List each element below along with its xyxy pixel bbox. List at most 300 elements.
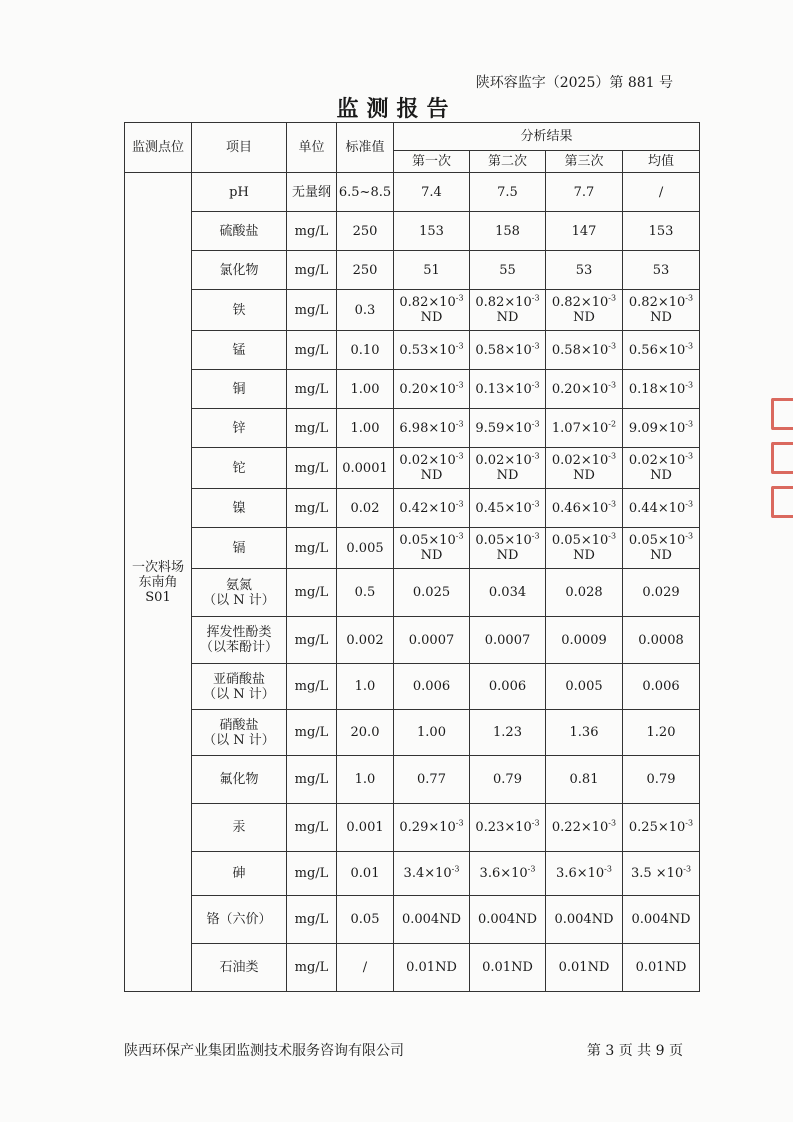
value-mantissa: 0.20×10: [399, 381, 456, 397]
value-exponent: -3: [685, 451, 694, 461]
value-mantissa: 9.09×10: [628, 420, 686, 436]
average-cell: [623, 569, 700, 617]
value-exponent: -3: [685, 499, 694, 509]
unit-cell: mg/L: [287, 944, 337, 992]
value-line: [623, 772, 699, 787]
site-line: 东南角: [138, 574, 178, 590]
value-exponent: -3: [455, 341, 464, 351]
value-line: [394, 725, 469, 740]
value-mantissa: 0.45×10: [475, 500, 532, 516]
header-unit: 单位: [287, 123, 337, 173]
average-cell: [623, 251, 700, 290]
second-result-cell: [470, 331, 546, 370]
value-mantissa: 0.004ND: [631, 912, 691, 927]
item-cell: [192, 617, 287, 664]
average-cell: [623, 290, 700, 331]
average-cell: [623, 896, 700, 944]
first-result-cell: [394, 569, 470, 617]
value-mantissa: 0.01ND: [558, 960, 610, 975]
first-result-cell: [394, 710, 470, 756]
value-line: [394, 960, 469, 975]
value-exponent: -3: [455, 531, 464, 541]
value-mantissa: 0.79: [493, 772, 522, 787]
item-line: 锰: [232, 342, 246, 358]
value-mantissa: 53: [575, 262, 593, 278]
value-line: [470, 453, 545, 468]
standard-cell: 0.02: [337, 489, 394, 528]
third-result-cell: [546, 489, 623, 528]
item-line: 铜: [232, 381, 246, 397]
item-cell: [192, 664, 287, 710]
value-line: [470, 185, 545, 200]
table-row: [125, 804, 700, 852]
standard-cell: /: [337, 944, 394, 992]
item-cell: [192, 331, 287, 370]
item-line: （以苯酚计）: [199, 640, 278, 655]
standard-cell: 250: [337, 212, 394, 251]
value-mantissa: 0.29×10: [399, 820, 456, 835]
value-line: [546, 453, 622, 468]
value-nd-flag: ND: [420, 548, 443, 563]
first-result-cell: [394, 409, 470, 448]
value-exponent: -3: [455, 293, 464, 303]
value-mantissa: 0.029: [642, 585, 680, 600]
first-result-cell: [394, 852, 470, 896]
value-mantissa: 0.004ND: [477, 912, 537, 927]
value-mantissa: 0.25×10: [628, 820, 686, 835]
standard-cell: 6.5~8.5: [337, 173, 394, 212]
value-exponent: -3: [608, 293, 617, 303]
standard-cell: 0.001: [337, 804, 394, 852]
value-mantissa: 0.79: [646, 772, 676, 787]
table-row: [125, 852, 700, 896]
third-result-cell: [546, 331, 623, 370]
unit-cell: mg/L: [287, 664, 337, 710]
unit-cell: mg/L: [287, 569, 337, 617]
value-mantissa: 1.36: [569, 725, 599, 740]
value-line: [470, 772, 545, 787]
value-exponent: -2: [608, 419, 617, 429]
table-row: [125, 756, 700, 804]
table-row: [125, 331, 700, 370]
value-mantissa: 0.05×10: [399, 533, 456, 548]
value-line: [470, 295, 545, 310]
value-mantissa: 0.006: [488, 679, 527, 694]
unit-cell: mg/L: [287, 617, 337, 664]
value-exponent: -3: [604, 864, 612, 874]
item-line: 砷: [232, 866, 246, 881]
unit-cell: mg/L: [287, 331, 337, 370]
average-cell: [623, 370, 700, 409]
document-number: 陕环容监字（2025）第 881 号: [475, 75, 673, 91]
table-row: [125, 617, 700, 664]
table-row: [125, 290, 700, 331]
value-mantissa: 0.18×10: [628, 381, 686, 397]
value-exponent: -3: [455, 380, 464, 390]
red-seal-stamp: [767, 388, 793, 528]
value-line: [546, 224, 622, 239]
value-nd-flag: ND: [420, 310, 443, 325]
value-mantissa: 6.98×10: [399, 420, 456, 436]
value-line: [470, 343, 545, 358]
value-line: [394, 263, 469, 278]
average-cell: [623, 664, 700, 710]
second-result-cell: [470, 489, 546, 528]
table-row: [125, 173, 700, 212]
table-row: [125, 710, 700, 756]
third-result-cell: [546, 448, 623, 489]
value-nd-flag: ND: [573, 310, 595, 325]
value-line: [623, 343, 699, 358]
table-row: [125, 569, 700, 617]
value-line: [623, 263, 699, 278]
value-line: [470, 501, 545, 516]
unit-cell: mg/L: [287, 852, 337, 896]
value-mantissa: 147: [571, 223, 597, 239]
unit-cell: mg/L: [287, 251, 337, 290]
third-result-cell: [546, 251, 623, 290]
value-mantissa: 0.006: [412, 679, 451, 694]
value-line: [394, 501, 469, 516]
second-result-cell: [470, 804, 546, 852]
footer-page-number: 第 3 页 共 9 页: [586, 1043, 683, 1059]
value-line: [470, 820, 545, 835]
value-mantissa: 0.0009: [561, 632, 607, 648]
third-result-cell: [546, 290, 623, 331]
item-line: 铬（六价）: [206, 912, 272, 927]
item-cell: [192, 852, 287, 896]
item-line: pH: [229, 184, 249, 200]
first-result-cell: [394, 617, 470, 664]
value-exponent: -3: [685, 341, 694, 351]
table-row: [125, 251, 700, 290]
item-line: （以 N 计）: [203, 732, 275, 748]
value-mantissa: 0.58×10: [551, 342, 609, 358]
value-mantissa: 3.6×10: [556, 866, 605, 881]
value-exponent: -3: [455, 818, 464, 828]
first-result-cell: [394, 251, 470, 290]
value-nd-flag: ND: [496, 468, 519, 483]
header-first: 第一次: [394, 151, 470, 173]
value-line: [470, 960, 545, 975]
header-site: 监测点位: [125, 123, 192, 173]
first-result-cell: [394, 331, 470, 370]
standard-cell: 0.0001: [337, 448, 394, 489]
value-mantissa: 153: [648, 223, 674, 239]
average-cell: [623, 852, 700, 896]
value-mantissa: 51: [423, 262, 440, 278]
report-title: 监测报告: [336, 96, 457, 122]
third-result-cell: [546, 756, 623, 804]
item-cell: [192, 370, 287, 409]
standard-cell: 0.10: [337, 331, 394, 370]
second-result-cell: [470, 290, 546, 331]
value-line: [546, 295, 622, 310]
value-mantissa: 0.025: [412, 585, 451, 600]
item-line: 挥发性酚类: [206, 625, 272, 640]
value-line: [394, 343, 469, 358]
value-exponent: -3: [531, 451, 540, 461]
value-mantissa: 1.20: [646, 725, 676, 740]
value-line: [546, 960, 622, 975]
header-results: 分析结果: [394, 123, 700, 151]
first-result-cell: [394, 489, 470, 528]
value-nd-flag: ND: [650, 310, 672, 325]
value-mantissa: 3.6×10: [479, 866, 528, 881]
second-result-cell: [470, 569, 546, 617]
second-result-cell: [470, 528, 546, 569]
item-line: 氟化物: [219, 772, 259, 787]
unit-cell: mg/L: [287, 489, 337, 528]
value-mantissa: 0.82×10: [628, 295, 686, 310]
first-result-cell: [394, 370, 470, 409]
third-result-cell: [546, 944, 623, 992]
item-line: 硝酸盐: [219, 717, 259, 733]
value-exponent: -3: [455, 419, 464, 429]
value-mantissa: 53: [652, 262, 670, 278]
value-line: [623, 382, 699, 397]
value-line: [470, 725, 545, 740]
header-average: 均值: [623, 151, 700, 173]
value-mantissa: 0.05×10: [628, 533, 686, 548]
table-row: [125, 409, 700, 448]
item-cell: [192, 251, 287, 290]
third-result-cell: [546, 212, 623, 251]
item-cell: [192, 290, 287, 331]
item-cell: [192, 944, 287, 992]
value-mantissa: 0.22×10: [551, 820, 609, 835]
item-cell: [192, 173, 287, 212]
value-exponent: -3: [531, 341, 540, 351]
first-result-cell: [394, 290, 470, 331]
value-mantissa: 0.46×10: [551, 500, 609, 516]
average-cell: [623, 489, 700, 528]
value-mantissa: 0.13×10: [475, 381, 532, 397]
average-cell: [623, 212, 700, 251]
item-line: 汞: [232, 820, 246, 835]
value-mantissa: 7.5: [497, 184, 518, 200]
value-mantissa: 0.56×10: [628, 342, 686, 358]
unit-cell: mg/L: [287, 528, 337, 569]
third-result-cell: [546, 710, 623, 756]
item-line: 亚硝酸盐: [212, 671, 265, 687]
value-line: [470, 382, 545, 397]
value-mantissa: 0.05×10: [475, 533, 532, 548]
first-result-cell: [394, 804, 470, 852]
average-cell: [623, 756, 700, 804]
standard-cell: 0.01: [337, 852, 394, 896]
standard-cell: 1.00: [337, 370, 394, 409]
value-exponent: -3: [531, 293, 540, 303]
first-result-cell: [394, 664, 470, 710]
value-mantissa: 0.42×10: [399, 500, 456, 516]
value-line: [546, 820, 622, 835]
site-line: 一次料场: [131, 559, 184, 575]
value-exponent: -3: [685, 293, 694, 303]
value-line: [394, 679, 469, 694]
average-cell: [623, 710, 700, 756]
second-result-cell: [470, 617, 546, 664]
average-cell: [623, 804, 700, 852]
value-line: [394, 382, 469, 397]
value-nd-flag: ND: [496, 548, 519, 563]
third-result-cell: [546, 370, 623, 409]
value-line: [623, 633, 699, 648]
value-line: [394, 866, 469, 881]
unit-cell: mg/L: [287, 896, 337, 944]
value-exponent: -3: [455, 451, 464, 461]
value-line: [623, 679, 699, 694]
table-row: [125, 370, 700, 409]
unit-cell: mg/L: [287, 212, 337, 251]
item-cell: [192, 710, 287, 756]
value-exponent: -3: [531, 818, 540, 828]
value-mantissa: 0.53×10: [399, 342, 456, 358]
value-line: [470, 866, 545, 881]
value-line: [546, 912, 622, 927]
value-mantissa: /: [658, 184, 664, 200]
second-result-cell: [470, 212, 546, 251]
value-line: [394, 585, 469, 600]
value-exponent: -3: [531, 531, 540, 541]
value-line: [394, 224, 469, 239]
value-mantissa: 0.20×10: [551, 381, 609, 397]
value-exponent: -3: [683, 864, 692, 874]
value-exponent: -3: [608, 499, 617, 509]
value-mantissa: 0.005: [565, 679, 603, 694]
standard-cell: 0.005: [337, 528, 394, 569]
table-body: [125, 173, 700, 992]
value-mantissa: 0.01ND: [406, 960, 457, 975]
second-result-cell: [470, 370, 546, 409]
value-mantissa: 153: [419, 223, 444, 239]
value-line: [394, 185, 469, 200]
value-line: [546, 866, 622, 881]
value-nd-flag: ND: [650, 468, 672, 483]
first-result-cell: [394, 528, 470, 569]
table-header-row: [125, 123, 700, 151]
value-line: [546, 382, 622, 397]
value-nd-flag: ND: [496, 310, 519, 325]
standard-cell: 0.5: [337, 569, 394, 617]
value-exponent: -3: [685, 380, 694, 390]
standard-cell: 250: [337, 251, 394, 290]
value-mantissa: 0.58×10: [475, 342, 532, 358]
value-line: [546, 679, 622, 694]
value-line: [394, 421, 469, 436]
value-mantissa: 55: [499, 262, 516, 278]
value-mantissa: 1.23: [493, 725, 522, 740]
table-row: [125, 528, 700, 569]
unit-cell: mg/L: [287, 448, 337, 489]
value-line: [546, 343, 622, 358]
item-line: 镍: [232, 500, 246, 516]
standard-cell: 1.0: [337, 756, 394, 804]
standard-cell: 1.0: [337, 664, 394, 710]
third-result-cell: [546, 173, 623, 212]
average-cell: [623, 944, 700, 992]
value-line: [623, 421, 699, 436]
stamp-fragment: [771, 398, 793, 430]
value-exponent: -3: [685, 818, 694, 828]
value-mantissa: 158: [495, 223, 520, 239]
value-line: [470, 421, 545, 436]
average-cell: [623, 617, 700, 664]
value-mantissa: 0.82×10: [399, 295, 456, 310]
value-line: [623, 820, 699, 835]
item-line: 铁: [232, 302, 246, 318]
item-cell: [192, 756, 287, 804]
value-line: [623, 224, 699, 239]
unit-cell: 无量纲: [287, 173, 337, 212]
value-mantissa: 0.02×10: [475, 453, 532, 468]
third-result-cell: [546, 409, 623, 448]
value-mantissa: 0.004ND: [554, 912, 614, 927]
standard-cell: 20.0: [337, 710, 394, 756]
value-mantissa: 0.05×10: [551, 533, 609, 548]
item-cell: [192, 409, 287, 448]
average-cell: [623, 528, 700, 569]
value-mantissa: 0.028: [565, 585, 603, 600]
value-line: [394, 820, 469, 835]
table-row: [125, 212, 700, 251]
item-cell: [192, 489, 287, 528]
first-result-cell: [394, 173, 470, 212]
value-exponent: -3: [608, 451, 617, 461]
value-line: [546, 633, 622, 648]
value-mantissa: 0.77: [417, 772, 446, 787]
value-mantissa: 0.82×10: [475, 295, 532, 310]
unit-cell: mg/L: [287, 409, 337, 448]
value-line: [394, 295, 469, 310]
value-mantissa: 7.4: [421, 184, 442, 200]
standard-cell: 0.002: [337, 617, 394, 664]
value-mantissa: 0.82×10: [551, 295, 609, 310]
value-nd-flag: ND: [573, 468, 595, 483]
value-line: [470, 533, 545, 548]
first-result-cell: [394, 896, 470, 944]
item-line: 石油类: [219, 960, 259, 975]
value-mantissa: 0.01ND: [482, 960, 533, 975]
value-mantissa: 0.01ND: [635, 960, 687, 975]
value-mantissa: 0.0007: [408, 632, 455, 648]
value-mantissa: 0.034: [488, 585, 527, 600]
value-line: [394, 633, 469, 648]
average-cell: [623, 409, 700, 448]
item-cell: [192, 448, 287, 489]
item-cell: [192, 804, 287, 852]
value-line: [470, 633, 545, 648]
value-line: [546, 185, 622, 200]
second-result-cell: [470, 251, 546, 290]
header-third: 第三次: [546, 151, 623, 173]
site-cell: [125, 173, 192, 992]
first-result-cell: [394, 944, 470, 992]
value-line: [394, 533, 469, 548]
value-line: [546, 585, 622, 600]
value-line: [546, 263, 622, 278]
value-exponent: -3: [685, 531, 694, 541]
value-line: [623, 912, 699, 927]
standard-cell: 1.00: [337, 409, 394, 448]
table-row: [125, 448, 700, 489]
value-mantissa: 1.00: [417, 725, 446, 740]
value-exponent: -3: [608, 531, 617, 541]
value-exponent: -3: [531, 499, 540, 509]
value-nd-flag: ND: [573, 548, 595, 563]
third-result-cell: [546, 664, 623, 710]
monitoring-results-table: [124, 122, 700, 992]
